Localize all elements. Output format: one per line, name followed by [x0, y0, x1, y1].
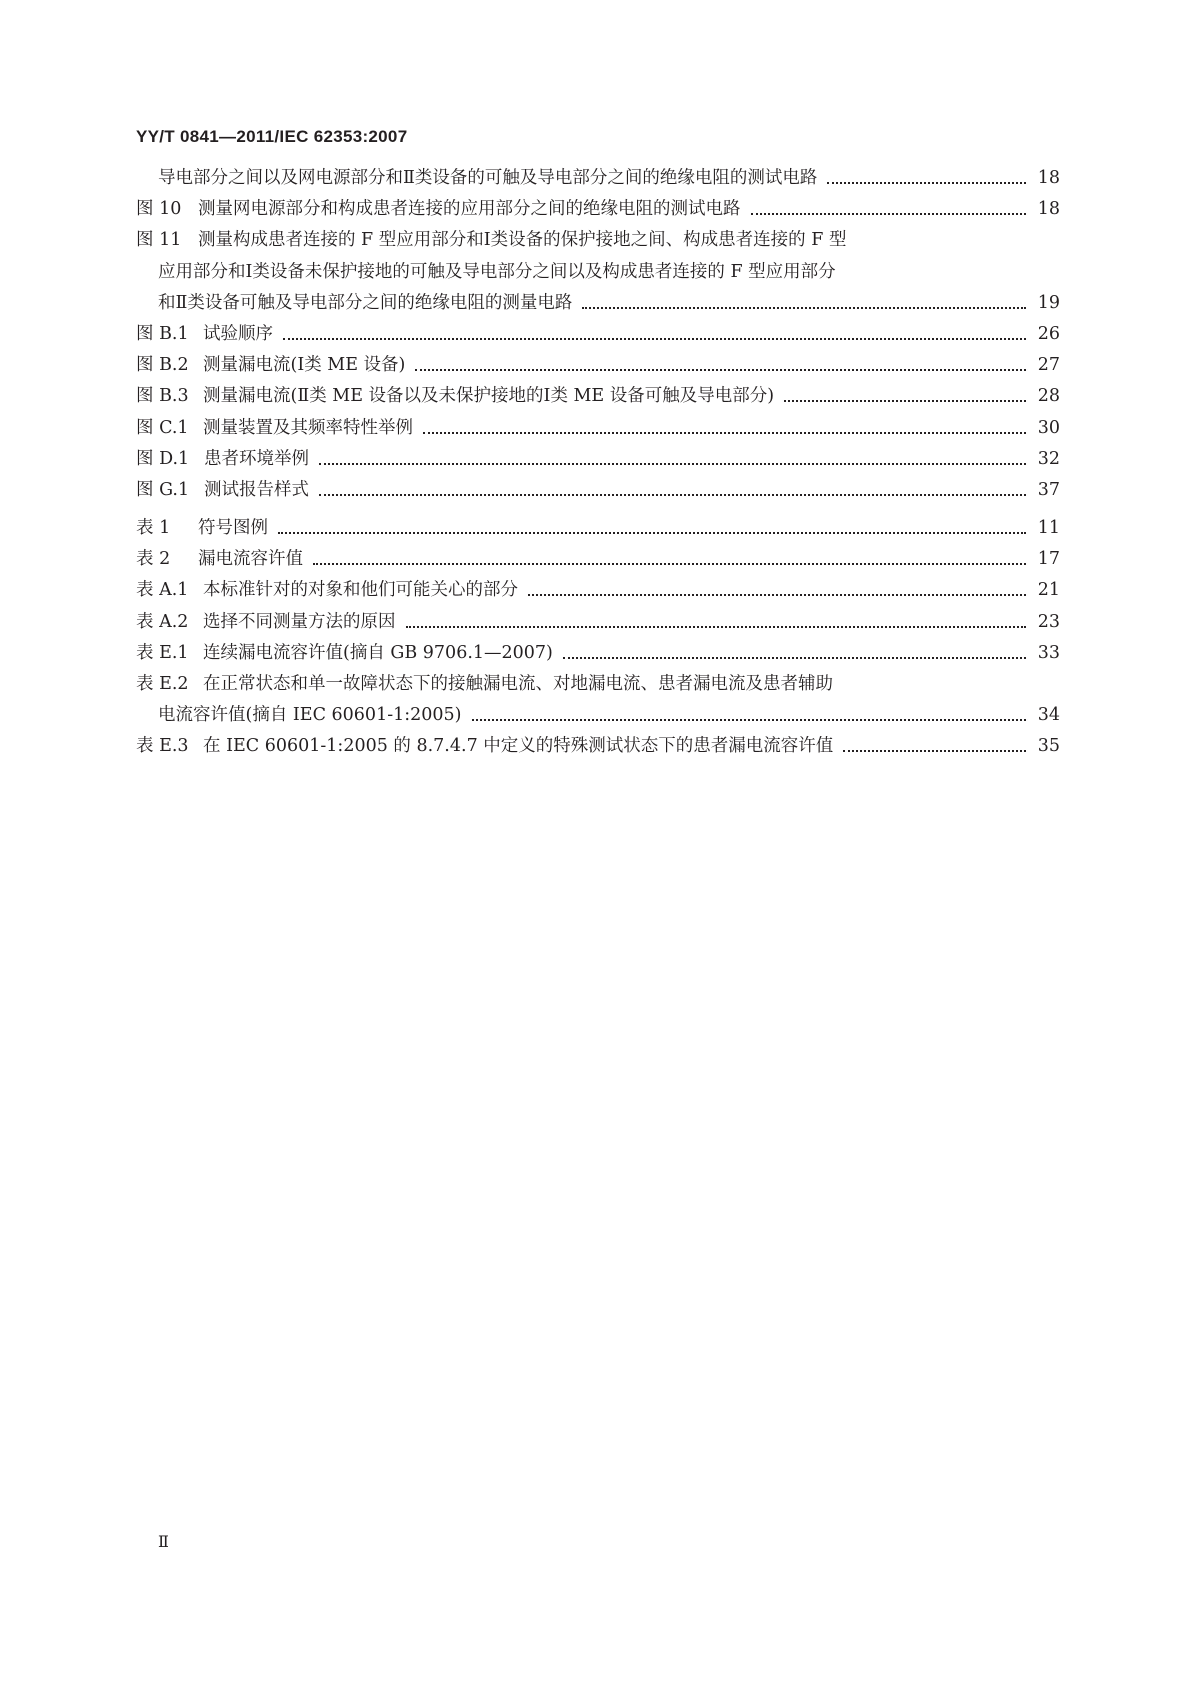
dot-leader: [423, 432, 1026, 434]
page-ref: 21: [1037, 580, 1060, 601]
caption-label: 表 A.1: [136, 580, 189, 601]
caption-text: 测量网电源部分和构成患者连接的应用部分之间的绝缘电阻的测试电路: [198, 199, 741, 220]
caption-text: 和Ⅱ类设备可触及导电部分之间的绝缘电阻的测量电路: [158, 292, 573, 313]
caption-label: 图 C.1: [136, 417, 189, 438]
caption-text: 应用部分和Ⅰ类设备未保护接地的可触及导电部分之间以及构成患者连接的 F 型应用部分: [158, 261, 836, 282]
dot-leader: [406, 626, 1027, 628]
table-entry-continuation[interactable]: [136, 700, 1060, 731]
caption-text: 电流容许值(摘自 IEC 60601-1:2005): [158, 705, 462, 726]
dot-leader: [313, 563, 1026, 565]
dot-leader: [784, 400, 1026, 402]
figure-entry[interactable]: [136, 381, 1060, 412]
caption-text: 符号图例: [198, 518, 268, 538]
figure-entry[interactable]: [136, 319, 1060, 350]
dot-leader: [319, 463, 1026, 465]
caption-text: 连续漏电流容许值(摘自 GB 9706.1—2007): [203, 642, 553, 663]
caption-label: 表 E.2: [136, 673, 189, 694]
caption-text: 本标准针对的对象和他们可能关心的部分: [203, 580, 518, 601]
page-ref: 23: [1037, 611, 1060, 632]
page-ref: 19: [1037, 292, 1060, 313]
caption-text: 在 IEC 60601-1:2005 的 8.7.4.7 中定义的特殊测试状态下的患者漏电流容许值: [203, 736, 834, 757]
table-entry[interactable]: [136, 638, 1060, 669]
standard-number-header: YY/T 0841—2011/IEC 62353:2007: [136, 127, 408, 146]
caption-text: 测试报告样式: [204, 479, 309, 500]
page-ref: 32: [1037, 448, 1060, 469]
figure-entry[interactable]: [136, 444, 1060, 475]
caption-label: 图 11: [136, 230, 182, 251]
dot-leader: [415, 369, 1026, 371]
caption-label: 图 D.1: [136, 448, 190, 469]
page-ref: 26: [1037, 323, 1060, 344]
caption-text: 漏电流容许值: [198, 549, 303, 570]
caption-label: 表 E.3: [136, 736, 189, 757]
dot-leader: [827, 182, 1026, 184]
caption-label: 表 1: [136, 518, 171, 538]
table-entry[interactable]: [136, 544, 1060, 575]
caption-label: 图 B.1: [136, 323, 189, 344]
dot-leader: [283, 338, 1026, 340]
page-ref: 11: [1037, 518, 1060, 538]
caption-label: 图 B.3: [136, 386, 189, 407]
figure-entry[interactable]: [136, 163, 1060, 194]
figure-entry[interactable]: [136, 225, 1060, 256]
page-ref: 18: [1037, 168, 1060, 188]
caption-text: 测量漏电流(Ⅰ类 ME 设备): [203, 355, 406, 376]
caption-text: 测量构成患者连接的 F 型应用部分和Ⅰ类设备的保护接地之间、构成患者连接的 F 型: [198, 230, 847, 251]
table-entry[interactable]: [136, 513, 1060, 544]
caption-text: 选择不同测量方法的原因: [203, 611, 396, 632]
caption-label: 表 E.1: [136, 642, 189, 663]
list-of-tables: [136, 513, 1060, 763]
figure-entry[interactable]: [136, 350, 1060, 381]
table-entry[interactable]: [136, 731, 1060, 762]
page-number: Ⅱ: [158, 1532, 169, 1551]
dot-leader: [278, 532, 1026, 534]
list-of-figures: [136, 163, 1060, 506]
caption-text: 导电部分之间以及网电源部分和Ⅱ类设备的可触及导电部分之间的绝缘电阻的测试电路: [158, 168, 818, 188]
caption-text: 试验顺序: [203, 323, 273, 344]
figure-entry[interactable]: [136, 413, 1060, 444]
figure-entry[interactable]: [136, 194, 1060, 225]
page-ref: 18: [1037, 199, 1060, 220]
caption-label: 图 B.2: [136, 355, 189, 376]
dot-leader: [751, 213, 1027, 215]
figure-entry[interactable]: [136, 475, 1060, 506]
figure-entry-continuation[interactable]: [136, 288, 1060, 319]
caption-label: 图 G.1: [136, 479, 190, 500]
dot-leader: [563, 657, 1026, 659]
dot-leader: [582, 307, 1026, 309]
page-ref: 33: [1037, 642, 1060, 663]
page-ref: 30: [1037, 417, 1060, 438]
page-ref: 37: [1037, 479, 1060, 500]
dot-leader: [472, 719, 1026, 721]
caption-text: 患者环境举例: [204, 448, 309, 469]
page-ref: 35: [1037, 736, 1060, 757]
page-ref: 17: [1037, 549, 1060, 570]
page-ref: 27: [1037, 355, 1060, 376]
caption-text: 测量装置及其频率特性举例: [203, 417, 413, 438]
caption-label: 表 2: [136, 549, 171, 570]
dot-leader: [319, 494, 1026, 496]
page-ref: 28: [1037, 386, 1060, 407]
dot-leader: [843, 750, 1026, 752]
table-entry[interactable]: [136, 575, 1060, 606]
table-entry[interactable]: [136, 607, 1060, 638]
page-ref: 34: [1037, 705, 1060, 726]
caption-text: 在正常状态和单一故障状态下的接触漏电流、对地漏电流、患者漏电流及患者辅助: [203, 673, 833, 694]
table-entry[interactable]: [136, 669, 1060, 700]
figure-entry-continuation[interactable]: [136, 257, 1060, 288]
caption-label: 表 A.2: [136, 611, 189, 632]
caption-text: 测量漏电流(Ⅱ类 ME 设备以及未保护接地的Ⅰ类 ME 设备可触及导电部分): [203, 386, 775, 407]
dot-leader: [528, 594, 1026, 596]
caption-label: 图 10: [136, 199, 182, 220]
